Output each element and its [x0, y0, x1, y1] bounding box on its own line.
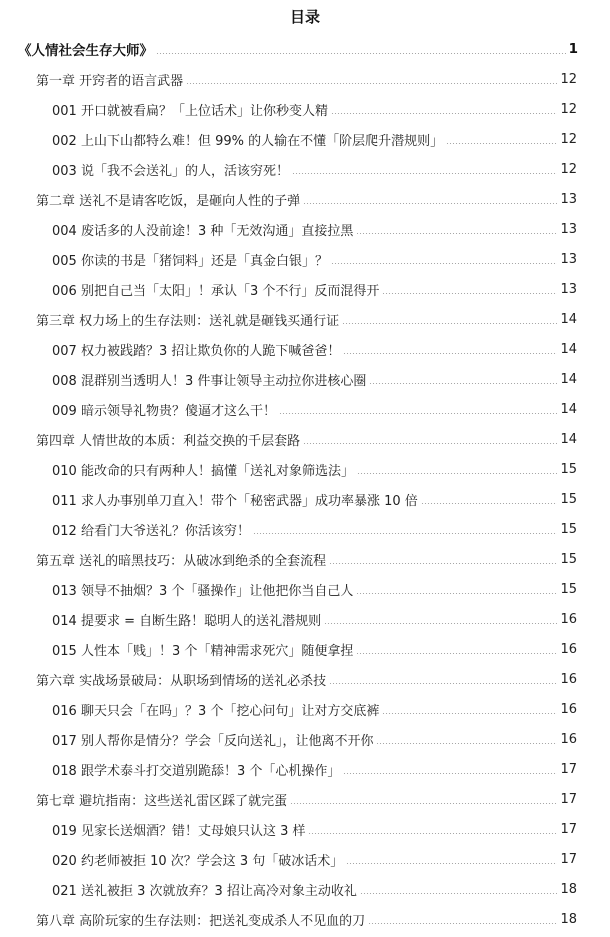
toc-chapter-entry[interactable]	[36, 424, 577, 454]
page-number: 12	[560, 71, 577, 87]
page-number: 16	[560, 671, 577, 687]
section-title: 013 领导不抽烟？3 个「骚操作」让他把你当自己人	[52, 583, 354, 599]
page-number: 14	[560, 431, 577, 447]
page-number: 12	[560, 101, 577, 117]
dot-leader	[156, 53, 566, 54]
page-number: 14	[560, 371, 577, 387]
page-number: 16	[560, 701, 577, 717]
toc-section-entry[interactable]	[52, 694, 577, 724]
dot-leader	[331, 263, 558, 264]
section-title: 005 你读的书是「猪饲料」还是「真金白银」？	[52, 253, 328, 269]
toc-chapter-entry[interactable]	[36, 64, 577, 94]
toc-title: 目录	[289, 8, 320, 26]
section-title: 001 开口就被看扁？「上位话术」让你秒变人精	[52, 103, 328, 119]
dot-leader	[369, 383, 557, 384]
page-number: 15	[560, 491, 577, 507]
dot-leader	[308, 833, 557, 834]
chapter-title: 第五章 送礼的暗黑技巧：从破冰到绝杀的全套流程	[36, 553, 327, 569]
section-title: 007 权力被践踏？3 招让欺负你的人跪下喊爸爸！	[52, 343, 341, 359]
toc-section-entry[interactable]	[52, 814, 577, 844]
dot-leader	[324, 623, 557, 624]
chapter-title: 第二章 送礼不是请客吃饭，是砸向人性的子弹	[36, 193, 301, 209]
section-title: 006 别把自己当「太阳」！承认「3 个不行」反而混得开	[52, 283, 380, 299]
dot-leader	[446, 143, 557, 144]
toc-chapter-entry[interactable]	[36, 664, 577, 694]
section-title: 017 别人帮你是情分？学会「反向送礼」，让他离不开你	[52, 733, 374, 749]
page-number: 15	[560, 461, 577, 477]
toc-chapter-entry[interactable]	[36, 184, 577, 214]
toc-section-entry[interactable]	[52, 214, 577, 244]
page-number: 18	[560, 881, 577, 897]
section-title: 010 能改命的只有两种人！搞懂「送礼对象筛选法」	[52, 463, 354, 479]
toc-section-entry[interactable]	[52, 244, 577, 274]
toc-chapter-entry[interactable]	[36, 304, 577, 334]
toc-section-entry[interactable]	[52, 274, 577, 304]
page-number: 17	[560, 761, 577, 777]
dot-leader	[382, 293, 557, 294]
toc-section-entry[interactable]	[52, 364, 577, 394]
page-number: 17	[560, 791, 577, 807]
page-number: 12	[560, 131, 577, 147]
toc-section-entry[interactable]	[52, 844, 577, 874]
section-title: 021 送礼被拒 3 次就放弃？3 招让高冷对象主动收礼	[52, 883, 357, 899]
section-title: 011 求人办事别单刀直入！带个「秘密武器」成功率暴涨 10 倍	[52, 493, 418, 509]
dot-leader	[342, 323, 557, 324]
section-title: 018 跟学术泰斗打交道别跪舔！3 个「心机操作」	[52, 763, 341, 779]
chapter-title: 第三章 权力场上的生存法则：送礼就是砸钱买通行证	[36, 313, 340, 329]
section-title: 002 上山下山都特么难！但 99% 的人输在不懂「阶层爬升潜规则」	[52, 133, 444, 149]
toc-chapter-entry[interactable]	[36, 544, 577, 574]
chapter-title: 第八章 高阶玩家的生存法则：把送礼变成杀人不见血的刀	[36, 913, 366, 929]
section-title: 004 废话多的人没前途！3 种「无效沟通」直接拉黑	[52, 223, 354, 239]
dot-leader	[356, 593, 557, 594]
page-number: 14	[560, 341, 577, 357]
page-number: 17	[560, 851, 577, 867]
toc-section-entry[interactable]	[52, 514, 577, 544]
chapter-title: 第一章 开窍者的语言武器	[36, 73, 184, 89]
page-number: 16	[560, 641, 577, 657]
dot-leader	[382, 713, 557, 714]
dot-leader	[290, 803, 557, 804]
toc-section-entry[interactable]	[52, 124, 577, 154]
toc-section-entry[interactable]	[52, 484, 577, 514]
dot-leader	[279, 413, 558, 414]
section-title: 016 聊天只会「在吗」？3 个「挖心问句」让对方交底裤	[52, 703, 380, 719]
toc-section-entry[interactable]	[52, 754, 577, 784]
page-number: 18	[560, 911, 577, 927]
section-title: 014 提要求 = 自断生路！聪明人的送礼潜规则	[52, 613, 322, 629]
section-title: 019 见家长送烟酒？错！丈母娘只认这 3 样	[52, 823, 306, 839]
page-number: 15	[560, 551, 577, 567]
page-number: 13	[560, 221, 577, 237]
dot-leader	[331, 113, 558, 114]
page-number: 12	[560, 161, 577, 177]
section-title: 009 暗示领导礼物贵？傻逼才这么干！	[52, 403, 276, 419]
toc-section-entry[interactable]	[52, 604, 577, 634]
section-title: 008 混群别当透明人！3 件事让领导主动拉你进核心圈	[52, 373, 367, 389]
toc-section-entry[interactable]	[52, 394, 577, 424]
dot-leader	[343, 773, 557, 774]
page-number: 13	[560, 281, 577, 297]
page-number: 17	[560, 821, 577, 837]
section-title: 012 给看门大爷送礼？你活该穷！	[52, 523, 250, 539]
toc-chapter-entry[interactable]	[36, 784, 577, 814]
toc-section-entry[interactable]	[52, 724, 577, 754]
toc-chapter-entry[interactable]	[36, 904, 577, 934]
dot-leader	[329, 683, 557, 684]
dot-leader	[303, 203, 557, 204]
page-number: 14	[560, 401, 577, 417]
page-number: 13	[560, 191, 577, 207]
dot-leader	[357, 473, 558, 474]
dot-leader	[376, 743, 557, 744]
page-number: 16	[560, 611, 577, 627]
page-number: 14	[560, 311, 577, 327]
toc-book-entry[interactable]	[18, 34, 578, 64]
dot-leader	[421, 503, 558, 504]
dot-leader	[292, 173, 558, 174]
toc-section-entry[interactable]	[52, 334, 577, 364]
section-title: 003 说「我不会送礼」的人，活该穷死！	[52, 163, 289, 179]
toc-section-entry[interactable]	[52, 634, 577, 664]
toc-section-entry[interactable]	[52, 94, 577, 124]
dot-leader	[360, 893, 558, 894]
chapter-title: 第七章 避坑指南：这些送礼雷区踩了就完蛋	[36, 793, 288, 809]
page-number: 13	[560, 251, 577, 267]
chapter-title: 第六章 实战场景破局：从职场到情场的送礼必杀技	[36, 673, 327, 689]
section-title: 020 约老师被拒 10 次？学会这 3 句「破冰话术」	[52, 853, 344, 869]
chapter-title: 第四章 人情世故的本质：利益交换的千层套路	[36, 433, 301, 449]
page-number: 1	[568, 41, 578, 57]
page-number: 15	[560, 521, 577, 537]
dot-leader	[303, 443, 557, 444]
dot-leader	[343, 353, 557, 354]
toc-section-entry[interactable]	[52, 574, 577, 604]
toc-section-entry[interactable]	[52, 154, 577, 184]
dot-leader	[346, 863, 557, 864]
toc-section-entry[interactable]	[52, 454, 577, 484]
dot-leader	[253, 533, 558, 534]
toc-section-entry[interactable]	[52, 874, 577, 904]
dot-leader	[368, 923, 557, 924]
dot-leader	[329, 563, 557, 564]
page-number: 15	[560, 581, 577, 597]
book-title: 《人情社会生存大师》	[18, 43, 153, 59]
dot-leader	[356, 233, 557, 234]
dot-leader	[186, 83, 557, 84]
page-number: 16	[560, 731, 577, 747]
section-title: 015 人性本「贱」！3 个「精神需求死穴」随便拿捏	[52, 643, 354, 659]
dot-leader	[356, 653, 557, 654]
